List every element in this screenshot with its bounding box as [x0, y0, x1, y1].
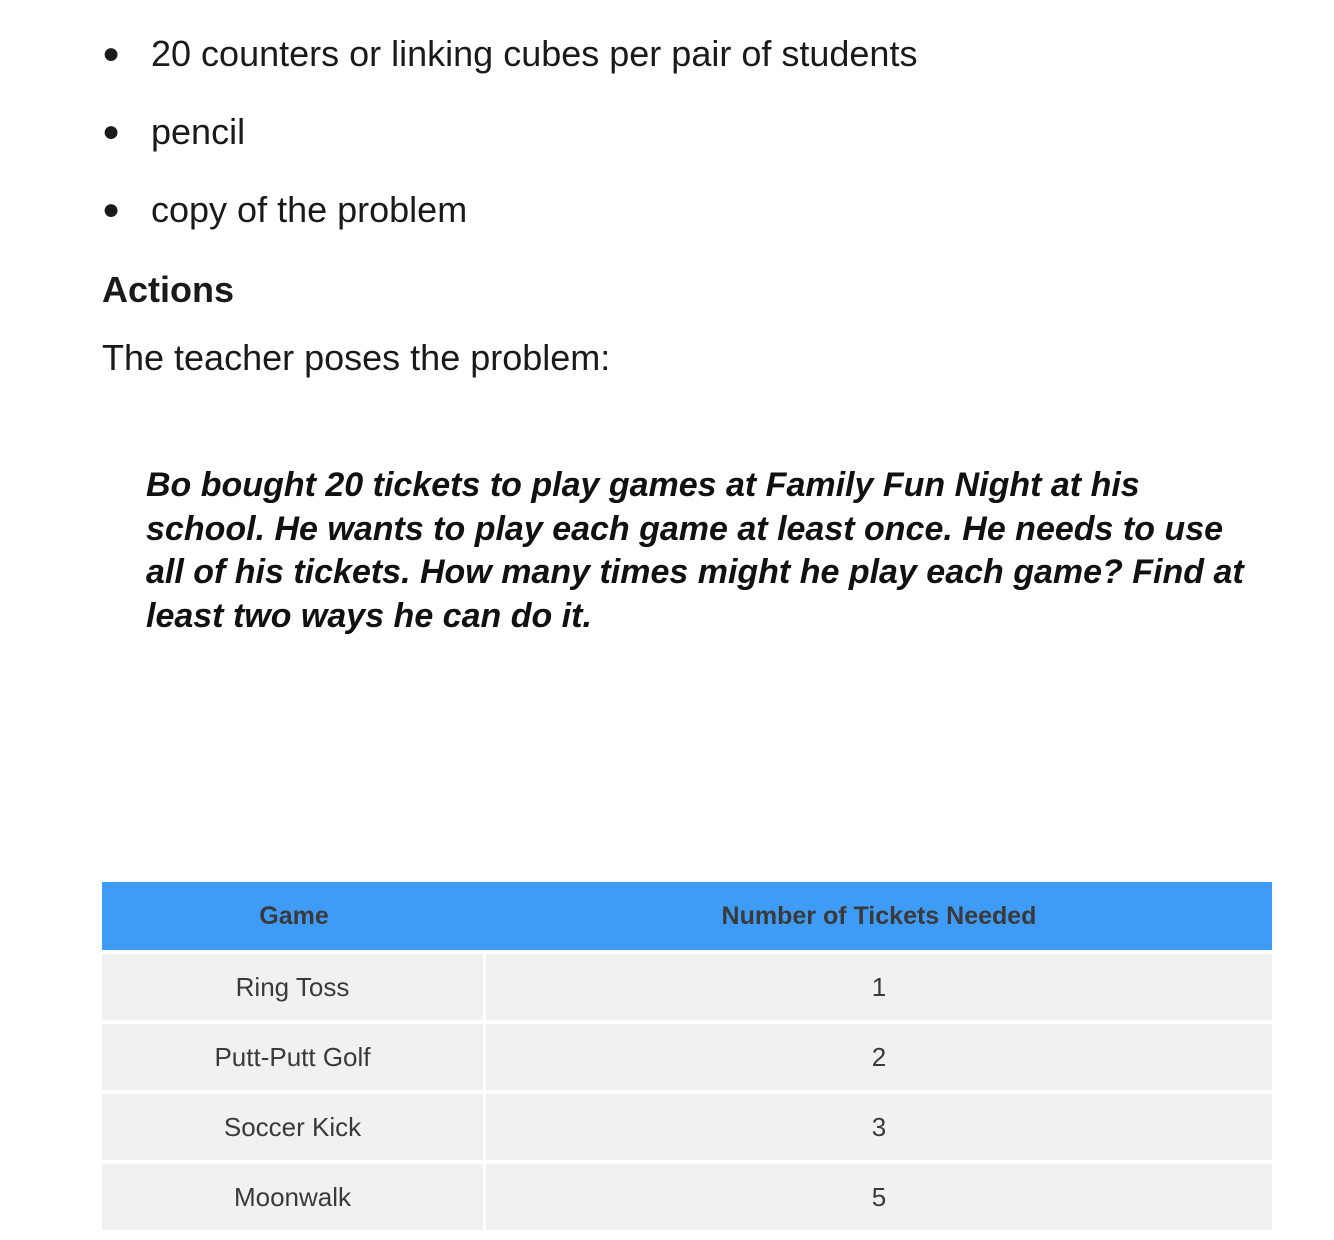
table-header-row	[102, 882, 1272, 950]
cell-tickets: 3	[486, 1090, 1272, 1160]
cell-game: Putt-Putt Golf	[102, 1020, 486, 1090]
bullet-icon: ●	[102, 37, 121, 70]
cell-game: Soccer Kick	[102, 1090, 486, 1160]
table-row	[102, 950, 1272, 1020]
table-row	[102, 1160, 1272, 1230]
bullet-icon: ●	[102, 193, 121, 226]
bullet-icon: ●	[102, 115, 121, 148]
header-tickets: Number of Tickets Needed	[486, 882, 1272, 950]
cell-tickets: 5	[486, 1160, 1272, 1230]
cell-game: Moonwalk	[102, 1160, 486, 1230]
table-row	[102, 1020, 1272, 1090]
actions-heading: Actions	[102, 269, 235, 310]
tickets-table	[102, 882, 1272, 1230]
materials-item-text: 20 counters or linking cubes per pair of students	[151, 33, 918, 74]
cell-tickets: 2	[486, 1020, 1272, 1090]
cell-game: Ring Toss	[102, 950, 486, 1020]
table-row	[102, 1090, 1272, 1160]
materials-item-text: pencil	[151, 111, 246, 152]
materials-item-text: copy of the problem	[151, 189, 468, 230]
intro-text: The teacher poses the problem:	[102, 337, 611, 378]
problem-statement: Bo bought 20 tickets to play games at Family Fun Night at his school. He wants to play each game at least once. He needs to use all of his tickets. How many times might he play each game? Find at least two ways he can do it.	[146, 466, 1244, 635]
header-game: Game	[102, 882, 486, 950]
cell-tickets: 1	[486, 950, 1272, 1020]
